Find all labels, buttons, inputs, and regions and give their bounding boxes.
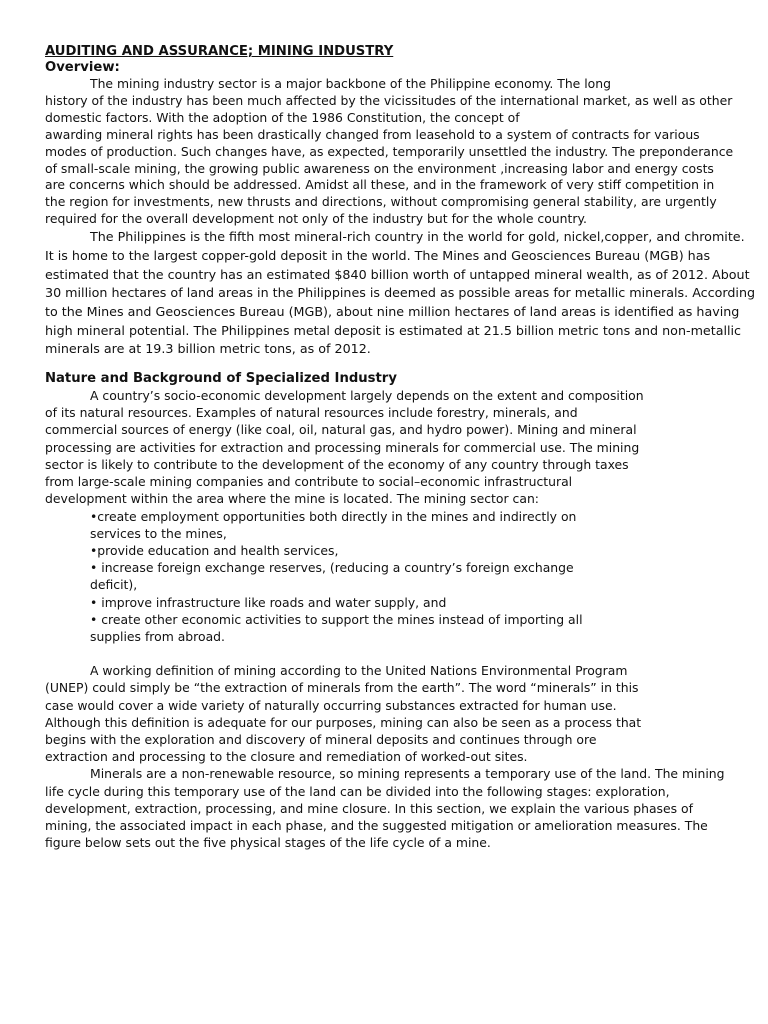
text-line: of small-scale mining, the growing public awareness on the environment ,increasing labor and energy costs [45,160,714,176]
text-line: history of the industry has been much affected by the vicissitudes of the international market, as well as other [45,92,733,108]
section-gap [45,359,725,371]
text-line: Minerals are a non-renewable resource, so mining represents a temporary use of the land. The mining [90,766,725,782]
text-line: A country’s socio-economic development largely depends on the extent and composition [90,388,644,404]
text-line: extraction and processing to the closure and remediation of worked-out sites. [45,749,528,765]
text-line: required for the overall development not only of the industry but for the whole country. [45,211,587,227]
text-line: awarding mineral rights has been drastically changed from leasehold to a system of contracts for various [45,126,700,142]
text-line: Although this definition is adequate for our purposes, mining can also be seen as a process that [45,714,642,730]
list-item: • increase foreign exchange reserves, (reducing a country’s foreign exchange [90,560,574,576]
overview-heading: Overview: [45,60,120,75]
text-line: (UNEP) could simply be “the extraction of minerals from the earth”. The word “minerals” in this [45,680,639,696]
bullet-list [45,508,725,646]
overview-paragraph-2 [45,228,756,359]
text-line: begins with the exploration and discovery of mineral deposits and continues through ore [45,731,597,747]
nature-heading: Nature and Background of Specialized Industry [45,371,397,387]
list-item: services to the mines, [90,525,227,541]
text-line: are concerns which should be addressed. Amidst all these, and in the framework of very stiff competition in [45,177,715,193]
list-item: supplies from abroad. [90,628,225,644]
text-line: of its natural resources. Examples of natural resources include forestry, minerals, and [45,405,578,421]
list-item: •create employment opportunities both directly in the mines and indirectly on [90,508,577,524]
paragraph-gap [45,645,725,662]
text-line: commercial sources of energy (like coal, oil, natural gas, and hydro power). Mining and mineral [45,422,637,438]
text-line: minerals are at 19.3 billion metric tons, as of 2012. [45,341,371,357]
text-line: The mining industry sector is a major backbone of the Philippine economy. The long [90,76,611,91]
text-line: The Philippines is the fifth most mineral-rich country in the world for gold, nickel,copper, and chromite. [90,229,745,245]
text-line: modes of production. Such changes have, as expected, temporarily unsettled the industry. The preponderance [45,143,734,159]
text-line: A working definition of mining according to the United Nations Environmental Program [90,663,628,679]
text-line: It is home to the largest copper-gold deposit in the world. The Mines and Geosciences Bureau (MGB) has [45,247,711,263]
nature-paragraph-2 [45,662,725,765]
text-line: 30 million hectares of land areas in the Philippines is deemed as possible areas for metallic minerals. According [45,285,756,301]
nature-paragraph-1 [45,387,725,507]
nature-paragraph-3 [45,765,725,851]
text-line: processing are activities for extraction and processing minerals for commercial use. The mining [45,439,640,455]
overview-paragraph-1 [45,76,734,228]
text-line: mining, the associated impact in each phase, and the suggested mitigation or amelioration measures. The [45,817,708,833]
list-item: • improve infrastructure like roads and water supply, and [90,594,447,610]
text-line: the region for investments, new thrusts and directions, without compromising general stability, are urgently [45,194,717,210]
text-line: life cycle during this temporary use of the land can be divided into the following stages: exploration, [45,783,670,799]
document-title: AUDITING AND ASSURANCE; MINING INDUSTRY [45,44,394,59]
list-item: •provide education and health services, [90,542,339,558]
text-line: estimated that the country has an estimated $840 billion worth of untapped mineral wealth, as of 2012. About [45,266,750,282]
text-line: development, extraction, processing, and mine closure. In this section, we explain the various phases of [45,800,693,816]
text-line: high mineral potential. The Philippines metal deposit is estimated at 21.5 billion metric tons and non-metallic [45,322,742,338]
text-line: sector is likely to contribute to the development of the economy of any country through taxes [45,456,629,472]
text-line: figure below sets out the five physical stages of the life cycle of a mine. [45,835,491,851]
text-line: development within the area where the mine is located. The mining sector can: [45,491,539,507]
list-item: deficit), [90,577,138,593]
document-page [45,44,756,851]
list-item: • create other economic activities to support the mines instead of importing all [90,611,583,627]
text-line: from large-scale mining companies and contribute to social–economic infrastructural [45,474,573,490]
text-line: domestic factors. With the adoption of the 1986 Constitution, the concept of [45,109,520,125]
text-line: case would cover a wide variety of naturally occurring substances extracted for human use. [45,697,617,713]
text-line: to the Mines and Geosciences Bureau (MGB), about nine million hectares of land areas is identified as having [45,303,740,319]
